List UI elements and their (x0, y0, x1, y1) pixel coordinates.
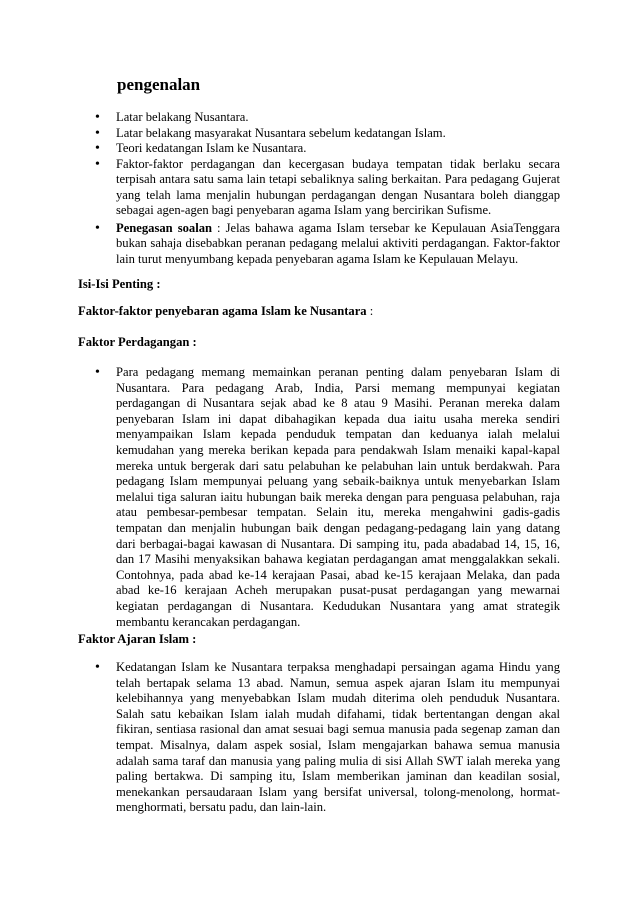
perdagangan-bullet-list (95, 365, 560, 630)
heading-faktor-bold: Faktor-faktor penyebaran agama Islam ke Nusantara (78, 304, 367, 318)
penegasan-text: : Jelas bahawa agama Islam tersebar ke Kepulauan AsiaTenggara bukan sahaja disebabkan peranan pedagang melalui aktiviti perdagangan. Faktor-faktor lain turut menyumbang kepada penyebaran agama Islam ke Kepulauan Melayu. (116, 220, 560, 266)
penegasan-label: Penegasan soalan (116, 220, 213, 235)
list-item: • Teori kedatangan Islam ke Nusantara. (95, 141, 560, 157)
heading-faktor-perdagangan: Faktor Perdagangan : (78, 335, 197, 349)
heading-faktor-colon: : (366, 304, 374, 318)
list-item: • Para pedagang memang memainkan peranan penting dalam penyebaran Islam di Nusantara. Para pedagang Arab, India, Parsi memang mempunyai kegiatan perdagangan di Nusantara sejak abad ke 8 atau 9 Masihi. Peranan mereka dalam penyebaran Islam ini dapat dibahagikan kepada dua iaitu usaha mereka sendiri menyampaikan Islam kepada penduduk tempatan dan keduanya ialah melalui kemudahan yang mereka berikan kepada para pendakwah Islam menaiki kapal-kapal mereka untuk bergerak dari satu pelabuhan ke pelabuhan lain untuk berdakwah. Para pedagang Islam mempunyai peluang yang sebaik-baiknya untuk menyebarkan Islam melalui tiga saluran iaitu hubungan baik mereka dengan para penguasa pelabuhan, raja atau pembesar-pembesar tempatan. Selain itu, mereka mengahwini gadis-gadis tempatan dan menjalin hubungan baik dengan pedagang-pedagang lain yang datang dari berbagai-bagai kawasan di Nusantara. Di samping itu, pada abadabad 14, 15, 16, dan 17 Masihi menyaksikan bahawa kegiatan perdagangan amat menggalakkan sekali. Contohnya, pada abad ke-14 kerajaan Pasai, abad ke-15 kerajaan Melaka, dan pada abad ke-16 kerajaan Acheh merupakan pusat-pusat perdagangan yang mewarnai kegiatan perdagangan di Nusantara. Kedudukan Nusantara yang amat strategik membantu kerancakan perdagangan. (95, 365, 560, 630)
list-item: • Latar belakang masyarakat Nusantara sebelum kedatangan Islam. (95, 126, 560, 142)
list-item: • Latar belakang Nusantara. (95, 110, 560, 126)
ajaran-bullet-list (95, 660, 560, 816)
list-item-penegasan (95, 221, 560, 268)
heading-faktor-penyebaran (78, 303, 373, 319)
heading-isi-penting: Isi-Isi Penting : (78, 277, 161, 291)
heading-faktor-ajaran-islam: Faktor Ajaran Islam : (78, 632, 197, 646)
list-item: • Faktor-faktor perdagangan dan kecergasan budaya tempatan tidak berlaku secara terpisah antara satu sama lain tetapi sebaliknya saling berkaitan. Para pedagang Gujerat yang telah lama menjalin hubungan perdagangan dengan Nusantara boleh dianggap sebagai agen-agen bagi penyebaran agama Islam yang bercirikan Sufisme. (95, 157, 560, 219)
intro-bullet-list (95, 110, 560, 267)
page-title: pengenalan (117, 75, 201, 94)
list-item: • Kedatangan Islam ke Nusantara terpaksa menghadapi persaingan agama Hindu yang telah bertapak selama 13 abad. Namun, semua aspek ajaran Islam itu mempunyai kelebihannya yang menyebabkan Islam mudah diterima oleh penduduk Nusantara. Salah satu kebaikan Islam ialah mudah difahami, tidak bertentangan dengan akal fikiran, sentiasa rasional dan amat sesuai bagi semua manusia pada segenap zaman dan tempat. Misalnya, dalam aspek sosial, Islam mengajarkan bahawa semua manusia adalah sama taraf dan manusia yang paling mulia di sisi Allah SWT ialah mereka yang paling bertakwa. Di samping itu, Islam memberikan jaminan dan keadilan sosial, menekankan persaudaraan Islam yang bersifat universal, tolong-menolong, hormat-menghormati, bersatu padu, dan lain-lain. (95, 660, 560, 816)
